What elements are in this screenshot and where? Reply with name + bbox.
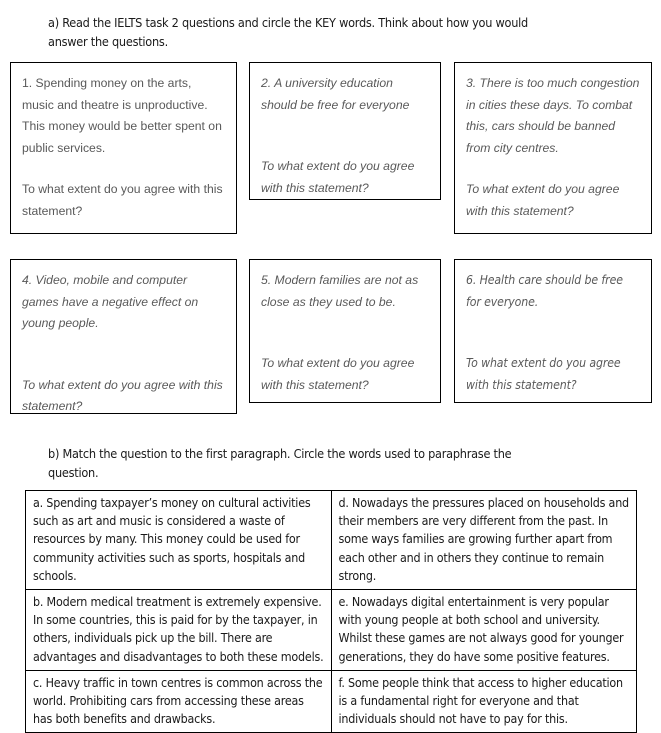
paragraph-cell-c[interactable]: c. Heavy traffic in town centres is common across the world. Prohibiting cars from accessing these areas has both benefits and drawbacks. xyxy=(26,670,332,733)
question-5-prompt: To what extent do you agree with this statement? xyxy=(261,356,415,392)
question-box-4[interactable] xyxy=(10,259,237,414)
section-b-heading-line2: question. xyxy=(48,465,99,480)
question-6-prompt: To what extent do you agree with this statement? xyxy=(466,356,621,392)
question-3-statement: 3. There is too much congestion in cities these days. To combat this, cars should be banned from city centres. xyxy=(466,76,640,155)
question-3-prompt: To what extent do you agree with this statement? xyxy=(466,182,620,218)
section-a-heading-line1: a) Read the IELTS task 2 questions and circle the KEY words. Think about how you would xyxy=(48,15,528,30)
paragraph-matching-table xyxy=(25,490,637,733)
question-4-statement: 4. Video, mobile and computer games have a negative effect on young people. xyxy=(22,273,199,330)
section-b-heading-line1: b) Match the question to the first paragraph. Circle the words used to paraphrase the xyxy=(48,446,512,461)
question-2-statement: 2. A university education should be free for everyone xyxy=(261,76,410,112)
paragraph-cell-a[interactable]: a. Spending taxpayer’s money on cultural activities such as art and music is considered a waste of resources by many. This money could be used for community activities such as sports, hospitals and schools. xyxy=(26,491,332,590)
paragraph-cell-b[interactable]: b. Modern medical treatment is extremely expensive. In some countries, this is paid for by the taxpayer, in others, individuals pick up the bill. There are advantages and disadvantages to both these models. xyxy=(26,590,332,671)
table-row xyxy=(26,491,637,590)
paragraph-cell-d[interactable]: d. Nowadays the pressures placed on households and their members are very different from the past. In some ways families are growing further apart from each other and in others they continue to remain strong. xyxy=(331,491,637,590)
table-row xyxy=(26,590,637,671)
section-b-heading xyxy=(48,444,623,482)
question-box-3[interactable] xyxy=(454,62,652,234)
section-a-heading xyxy=(48,13,623,51)
table-row xyxy=(26,670,637,733)
paragraph-cell-e[interactable]: e. Nowadays digital entertainment is very popular with young people at both school and university. Whilst these games are not always good for younger generations, they do have some positive features. xyxy=(331,590,637,671)
question-6-statement: 6. Health care should be free for everyone. xyxy=(466,273,623,309)
section-a-heading-line2: answer the questions. xyxy=(48,34,168,49)
question-2-prompt: To what extent do you agree with this statement? xyxy=(261,159,415,195)
question-5-statement: 5. Modern families are not as close as they used to be. xyxy=(261,273,419,309)
question-1-statement: 1. Spending money on the arts, music and theatre is unproductive. This money would be better spent on public services. xyxy=(22,76,222,155)
question-box-1[interactable] xyxy=(10,62,237,234)
paragraph-cell-f[interactable]: f. Some people think that access to higher education is a fundamental right for everyone and that individuals should not have to pay for this. xyxy=(331,670,637,733)
question-box-6[interactable] xyxy=(454,259,652,403)
question-4-prompt: To what extent do you agree with this statement? xyxy=(22,377,223,413)
question-1-prompt: To what extent do you agree with this statement? xyxy=(22,182,223,218)
question-box-5[interactable] xyxy=(249,259,441,403)
question-box-2[interactable] xyxy=(249,62,441,200)
